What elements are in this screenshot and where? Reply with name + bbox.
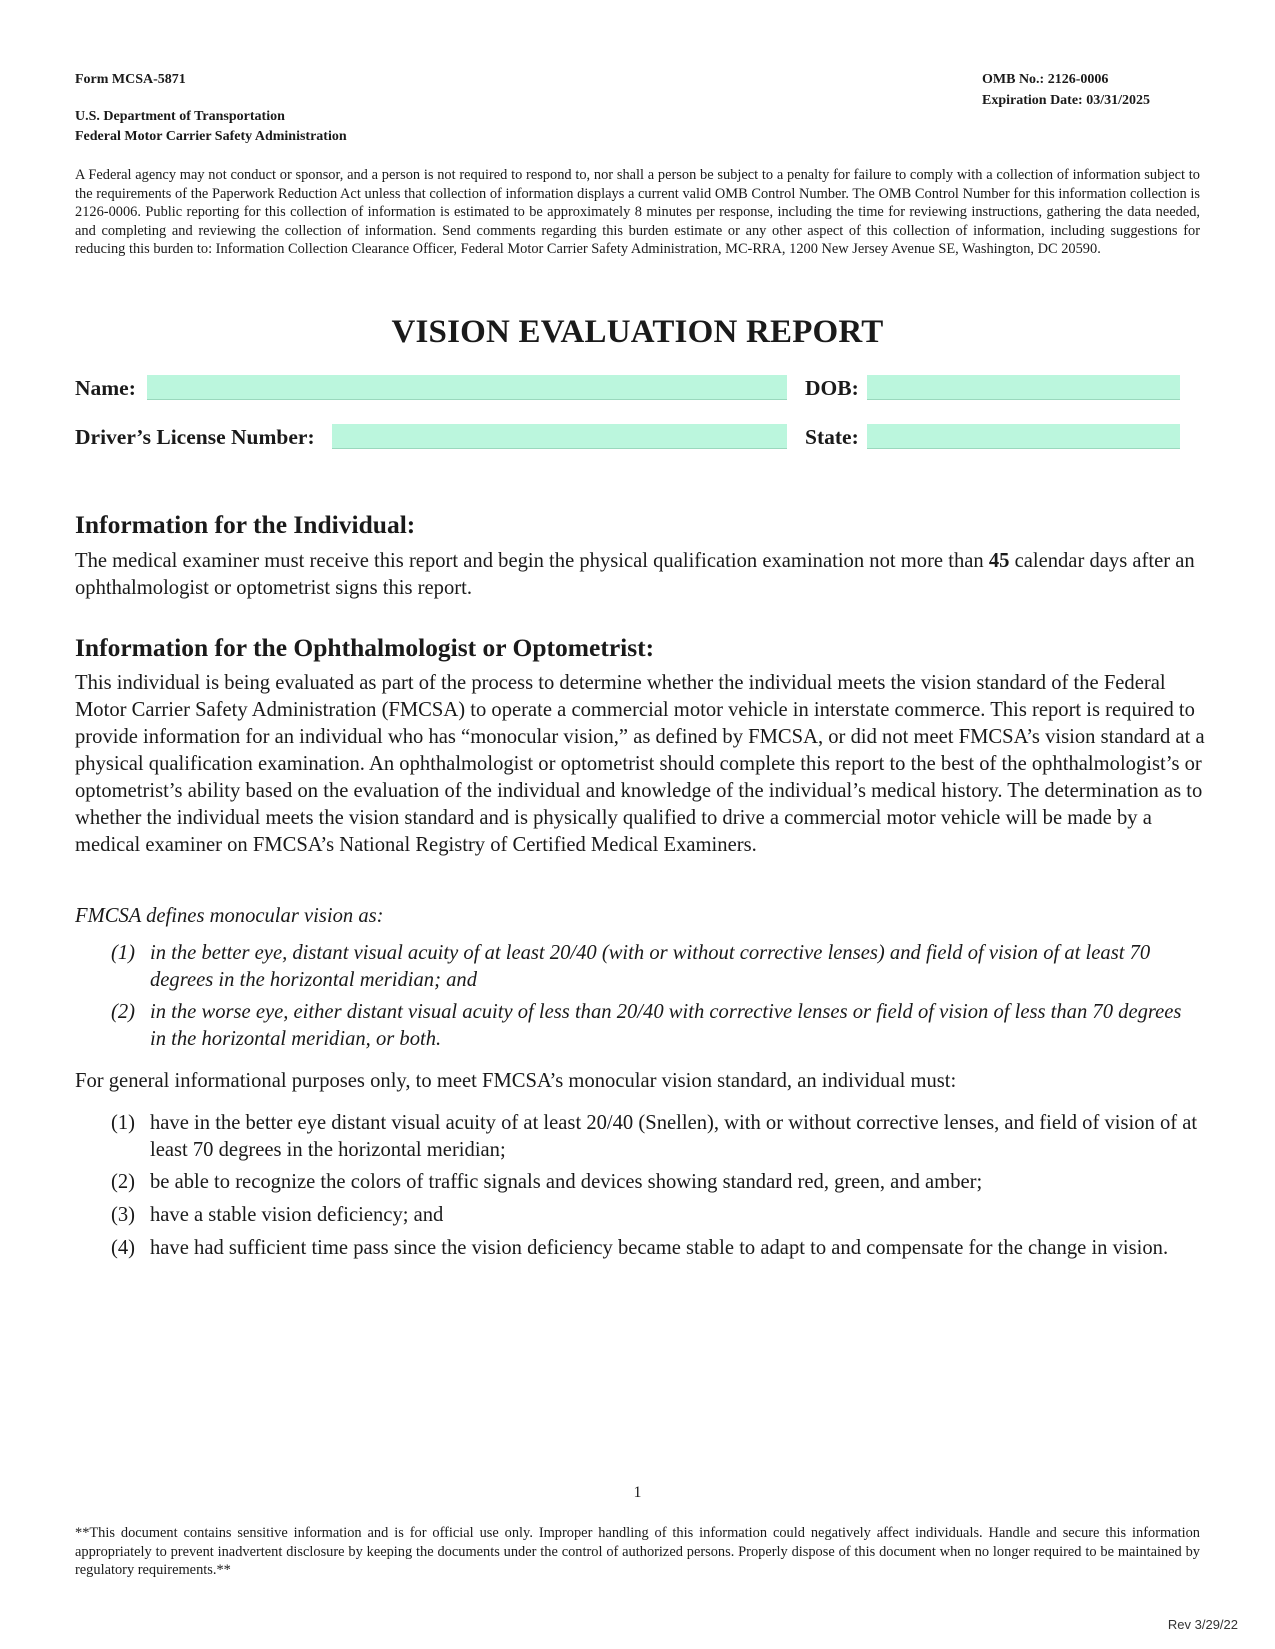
monocular-intro: FMCSA defines monocular vision as: <box>75 905 384 927</box>
individual-text-after: calendar days after an ophthalmologist or optometrist signs this report. <box>75 550 1195 599</box>
revision-label: Rev 3/29/22 <box>1167 1617 1238 1632</box>
standard-intro: For general informational purposes only, to meet FMCSA’s monocular vision standard, an individual must: <box>75 1070 957 1092</box>
item-number: (1) <box>111 942 136 964</box>
form-number: Form MCSA-5871 <box>75 72 186 87</box>
item-text: have had sufficient time pass since the vision deficiency became stable to adapt to and compensate for the change in vision. <box>150 1237 1169 1259</box>
item-text: be able to recognize the colors of traffic signals and devices showing standard red, green, and amber; <box>150 1171 983 1193</box>
individual-text <box>75 548 1205 602</box>
expiration-date: Expiration Date: 03/31/2025 <box>982 93 1150 108</box>
item-number: (4) <box>111 1237 136 1259</box>
ophthalmologist-text: This individual is being evaluated as part of the process to determine whether the individual meets the vision standard of the Federal Motor Carrier Safety Administration (FMCSA) to operate a commercial motor vehicle in interstate commerce. This report is required to provide information for an individual who has “monocular vision,” as defined by FMCSA, or did not meet FMCSA’s vision standard at a physical qualification examination. An ophthalmologist or optometrist should complete this report to the best of the ophthalmologist’s or optometrist’s ability based on the evaluation of the individual and knowledge of the individual’s medical history. The determination as to whether the individual meets the vision standard and is physically qualified to drive a commercial motor vehicle will be made by a medical examiner on FMCSA’s National Registry of Certified Medical Examiners. <box>75 672 1205 856</box>
item-text: have a stable vision deficiency; and <box>150 1204 444 1226</box>
pra-notice: A Federal agency may not conduct or sponsor, and a person is not required to respond to, nor shall a person be subject to a penalty for failure to comply with a collection of information subject to the requirements of the Paperwork Reduction Act unless that collection of information displays a current valid OMB Control Number. The OMB Control Number for this information collection is 2126-0006. Public reporting for this collection of information is estimated to be approximately 8 minutes per response, including the time for reviewing instructions, gathering the data needed, and completing and reviewing the collection of information. Send comments regarding this burden estimate or any other aspect of this collection of information, including suggestions for reducing this burden to: Information Collection Clearance Officer, Federal Motor Carrier Safety Administration, MC-RRA, 1200 New Jersey Avenue SE, Washington, DC 20590. <box>75 167 1200 257</box>
dob-label: DOB: <box>805 376 859 400</box>
dob-field[interactable] <box>867 375 1180 400</box>
item-text: in the better eye, distant visual acuity of at least 20/40 (with or without corrective lenses) and field of vision of at least 70 degrees in the horizontal meridian; and <box>150 942 1151 991</box>
license-label: Driver’s License Number: <box>75 425 315 449</box>
individual-text-before: The medical examiner must receive this report and begin the physical qualification examination not more than <box>75 550 989 572</box>
days-count: 45 <box>988 550 1010 572</box>
name-field[interactable] <box>147 375 787 400</box>
department-name: U.S. Department of Transportation <box>75 109 285 124</box>
name-label: Name: <box>75 376 136 400</box>
footer-notice: **This document contains sensitive information and is for official use only. Improper handling of this information could negatively affect individuals. Handle and secure this information appropriately to prevent inadvertent disclosure by keeping the documents under the control of authorized persons. Properly dispose of this document when no longer required to be maintained by regulatory requirements.** <box>75 1525 1200 1578</box>
license-field[interactable] <box>332 424 787 449</box>
administration-name: Federal Motor Carrier Safety Administration <box>75 129 347 144</box>
item-text: have in the better eye distant visual acuity of at least 20/40 (Snellen), with or without corrective lenses, and field of vision of at least 70 degrees in the horizontal meridian; <box>150 1112 1198 1161</box>
item-number: (2) <box>111 1171 136 1193</box>
page-title: VISION EVALUATION REPORT <box>391 314 884 350</box>
page-number: 1 <box>633 1484 642 1501</box>
ophthalmologist-heading: Information for the Ophthalmologist or Optometrist: <box>75 633 655 662</box>
individual-heading: Information for the Individual: <box>75 510 416 539</box>
item-number: (2) <box>111 1001 136 1023</box>
item-number: (3) <box>111 1204 136 1226</box>
state-field[interactable] <box>867 424 1180 449</box>
omb-number: OMB No.: 2126-0006 <box>982 72 1109 87</box>
item-number: (1) <box>111 1112 136 1134</box>
state-label: State: <box>805 425 859 449</box>
item-text: in the worse eye, either distant visual acuity of less than 20/40 with corrective lenses or field of vision of less than 70 degrees in the horizontal meridian, or both. <box>150 1001 1182 1050</box>
